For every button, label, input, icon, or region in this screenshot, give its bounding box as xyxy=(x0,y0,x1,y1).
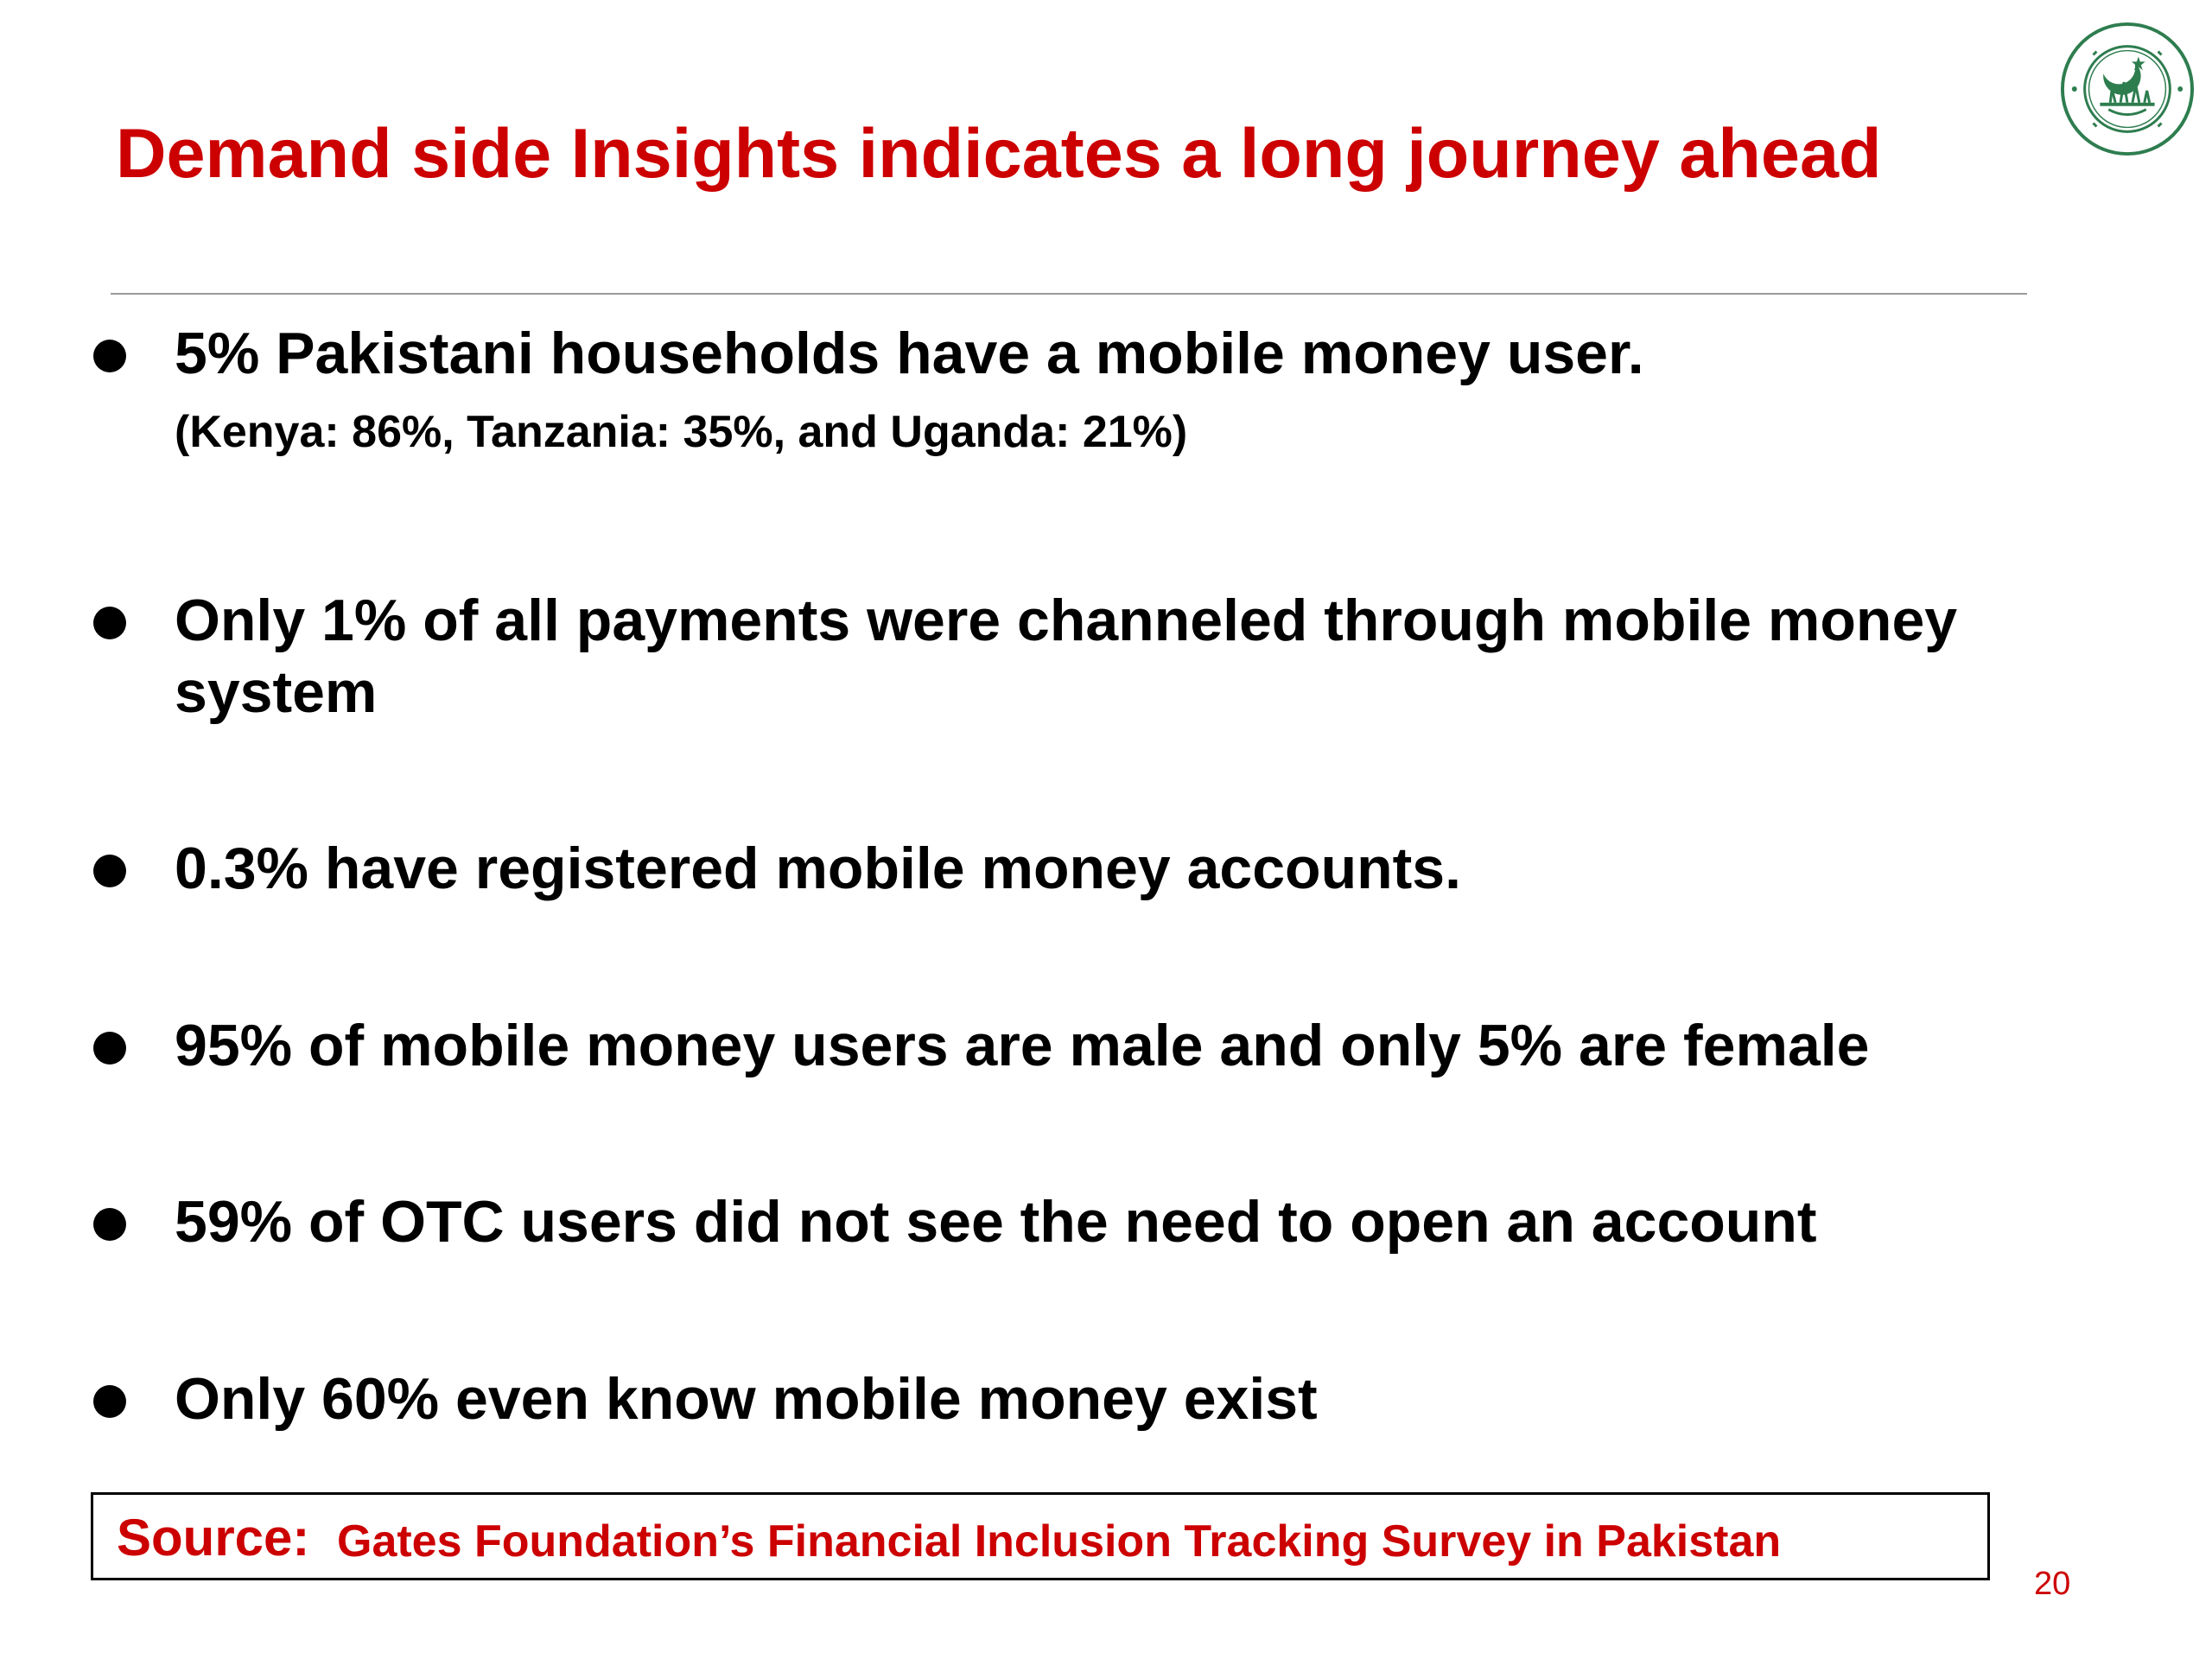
source-box xyxy=(91,1492,1990,1580)
slide-title: Demand side Insights indicates a long journey ahead xyxy=(116,115,1882,193)
bullet-subtext: (Kenya: 86%, Tanzania: 35%, and Uganda: 21%) xyxy=(175,407,1188,457)
bullet-icon xyxy=(93,607,126,639)
bullet-text: 0.3% have registered mobile money accounts. xyxy=(175,836,1461,901)
bullet-icon xyxy=(93,855,126,887)
bullet-text-line: Only 1% of all payments were channeled through mobile money xyxy=(175,588,1958,653)
title-divider xyxy=(111,293,2027,295)
bullet-text: Only 60% even know mobile money exist xyxy=(175,1366,1318,1432)
bullet-icon xyxy=(93,340,126,372)
source-text: Gates Foundation’s Financial Inclusion Tracking Survey in Pakistan xyxy=(337,1516,1782,1567)
bullet-icon xyxy=(93,1385,126,1418)
bullet-text xyxy=(175,585,2162,728)
bullet-text-line: system xyxy=(175,659,378,725)
page-number: 20 xyxy=(2034,1566,2071,1602)
bullet-text: 59% of OTC users did not see the need to open an account xyxy=(175,1189,1817,1255)
source-label: Source: xyxy=(117,1509,310,1567)
state-bank-of-pakistan-logo xyxy=(2059,21,2196,157)
bullet-text: 95% of mobile money users are male and only 5% are female xyxy=(175,1013,1870,1078)
bullet-text: 5% Pakistani households have a mobile money user. xyxy=(175,321,1644,386)
bullet-icon xyxy=(93,1032,126,1065)
bullet-icon xyxy=(93,1208,126,1241)
